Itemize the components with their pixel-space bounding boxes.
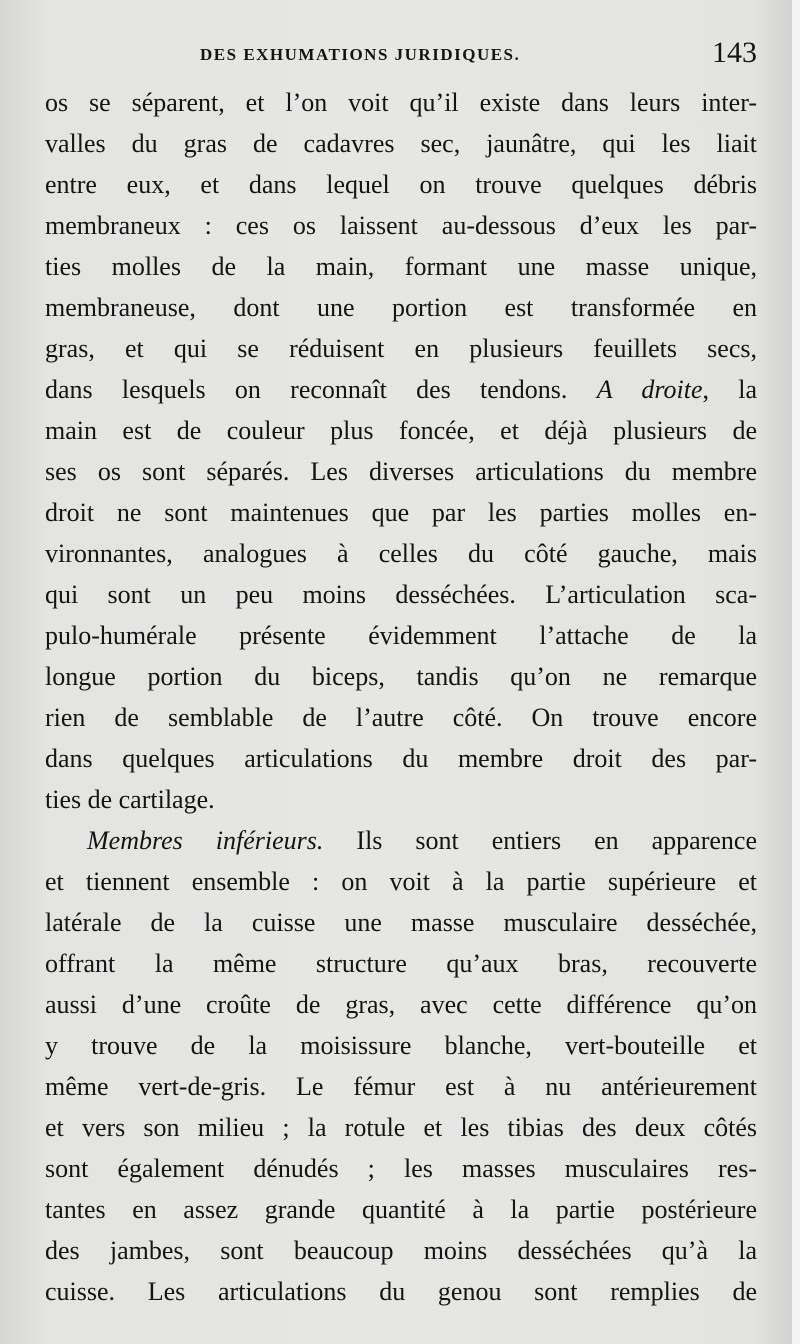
text-line: entre eux, et dans lequel on trouve quelques débris — [45, 170, 757, 199]
text-line: y trouve de la moisissure blanche, vert-bouteille et — [45, 1031, 757, 1060]
text-line: vironnantes, analogues à celles du côté gauche, mais — [45, 539, 757, 568]
text-line: sont également dénudés ; les masses musculaires res- — [45, 1154, 757, 1183]
text-line: dans quelques articulations du membre droit des par- — [45, 744, 757, 773]
text-run: dans lesquels on reconnaît des tendons. — [45, 375, 597, 404]
text-line: et tiennent ensemble : on voit à la partie supérieure et — [45, 867, 757, 896]
page-edge — [792, 0, 800, 1344]
text-line: longue portion du biceps, tandis qu’on ne remarque — [45, 662, 757, 691]
text-line: des jambes, sont beaucoup moins desséchées qu’à la — [45, 1236, 757, 1265]
text-line: main est de couleur plus foncée, et déjà plusieurs de — [45, 416, 757, 445]
text-line: gras, et qui se réduisent en plusieurs feuillets secs, — [45, 334, 757, 363]
text-line: tantes en assez grande quantité à la partie postérieure — [45, 1195, 757, 1224]
text-line: et vers son milieu ; la rotule et les tibias des deux côtés — [45, 1113, 757, 1142]
paragraph-1 — [45, 82, 757, 820]
section-heading-italic: Membres inférieurs. — [87, 826, 324, 855]
text-line — [45, 820, 757, 861]
text-line: os se séparent, et l’on voit qu’il existe dans leurs inter- — [45, 88, 757, 117]
text-line: ties de cartilage. — [45, 785, 215, 814]
text-run: Ils sont entiers en apparence — [323, 826, 757, 855]
text-line: valles du gras de cadavres sec, jaunâtre, qui les liait — [45, 129, 757, 158]
text-line: offrant la même structure qu’aux bras, recouverte — [45, 949, 757, 978]
paragraph-2 — [45, 820, 757, 1312]
text-line: membraneuse, dont une portion est transformée en — [45, 293, 757, 322]
text-line: latérale de la cuisse une masse musculaire desséchée, — [45, 908, 757, 937]
text-line: aussi d’une croûte de gras, avec cette différence qu’on — [45, 990, 757, 1019]
text-line: membraneux : ces os laissent au-dessous d’eux les par- — [45, 211, 757, 240]
text-line: cuisse. Les articulations du genou sont remplies de — [45, 1277, 757, 1306]
italic-phrase: A droite — [596, 375, 703, 404]
text-line: rien de semblable de l’autre côté. On trouve encore — [45, 703, 757, 732]
page-number: 143 — [712, 36, 757, 69]
text-line: ties molles de la main, formant une masse unique, — [45, 252, 757, 281]
text-line — [45, 369, 757, 410]
text-line: qui sont un peu moins desséchées. L’articulation sca- — [45, 580, 757, 609]
text-line: pulo-humérale présente évidemment l’attache de la — [45, 621, 757, 650]
text-line: même vert-de-gris. Le fémur est à nu antérieurement — [45, 1072, 757, 1101]
text-run: , la — [702, 375, 758, 404]
running-title: DES EXHUMATIONS JURIDIQUES. — [200, 45, 521, 64]
text-line: ses os sont séparés. Les diverses articulations du membre — [45, 457, 757, 486]
page-header — [45, 36, 757, 76]
text-line: droit ne sont maintenues que par les parties molles en- — [45, 498, 757, 527]
body-text — [45, 82, 757, 1312]
